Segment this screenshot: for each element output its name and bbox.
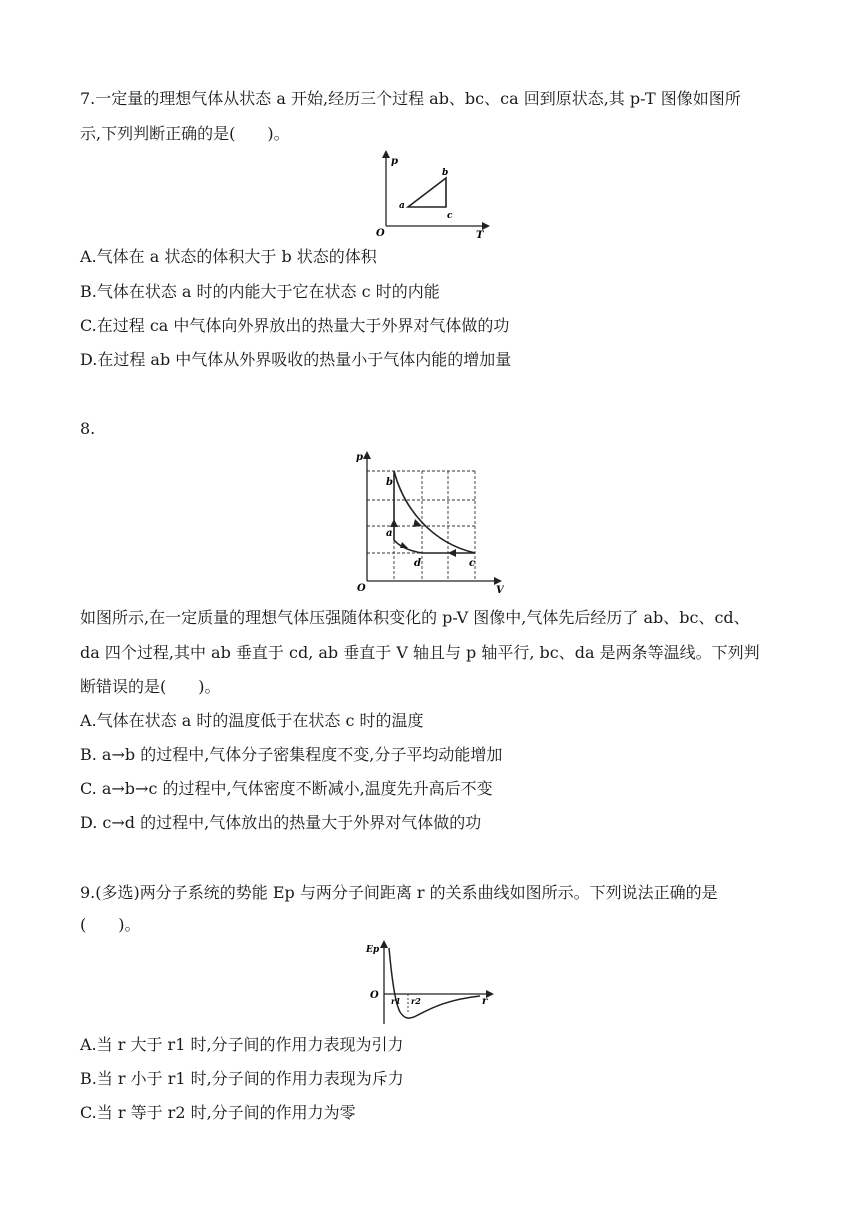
q7-label-O: O: [376, 228, 385, 238]
q9-label-r2: r2: [411, 996, 421, 1006]
q8-ab-arrow: [390, 519, 398, 527]
q9-label-r1: r1: [391, 996, 401, 1006]
q9-stem-line2: ( )。: [80, 915, 141, 934]
q8-option-d: D. c→d 的过程中,气体放出的热量大于外界对气体做的功: [80, 813, 482, 832]
q7-pT-diagram: [372, 150, 490, 238]
q8-label-d: d: [414, 558, 421, 569]
q7-abc-triangle: [408, 178, 446, 207]
q9-option-c: C.当 r 等于 r2 时,分子间的作用力为零: [80, 1103, 356, 1122]
q7-option-b: B.气体在状态 a 时的内能大于它在状态 c 时的内能: [80, 282, 440, 301]
q8-process-bc: [394, 471, 475, 553]
q7-label-c: c: [447, 211, 453, 221]
q7-label-p: p: [391, 156, 398, 167]
q9-Ep-arrow: [380, 940, 388, 948]
q8-V-arrow: [494, 577, 502, 585]
q7-stem-line2: 示,下列判断正确的是( )。: [80, 124, 290, 143]
q9-Ep-curve: [389, 948, 480, 1018]
q8-label-p: p: [356, 452, 363, 463]
q7-label-a: a: [399, 201, 405, 211]
q9-option-b: B.当 r 小于 r1 时,分子间的作用力表现为斥力: [80, 1069, 404, 1088]
q7-p-arrow: [382, 150, 390, 158]
q7-label-b: b: [442, 168, 449, 178]
q8-da-arrow: [400, 542, 408, 548]
q7-label-T: T: [476, 230, 484, 238]
q9-label-Ep: Ep: [366, 945, 380, 955]
q8-option-c: C. a→b→c 的过程中,气体密度不断减小,温度先升高后不变: [80, 779, 493, 798]
q8-pV-diagram: [352, 447, 504, 593]
q8-stem-line2: da 四个过程,其中 ab 垂直于 cd, ab 垂直于 V 轴且与 p 轴平行, bc、da 是两条等温线。下列判: [80, 643, 760, 662]
q8-label-b: b: [386, 477, 393, 488]
q7-option-d: D.在过程 ab 中气体从外界吸收的热量小于气体内能的增加量: [80, 350, 512, 369]
q9-stem-line1: 9.(多选)两分子系统的势能 Ep 与两分子间距离 r 的关系曲线如图所示。下列说法正确的是: [80, 883, 718, 902]
q9-label-r: r: [482, 996, 488, 1007]
q8-cd-arrow: [448, 549, 456, 557]
q7-stem-line1: 7.一定量的理想气体从状态 a 开始,经历三个过程 ab、bc、ca 回到原状态,其 p-T 图像如图所: [80, 89, 741, 108]
q8-label-O: O: [357, 583, 366, 593]
q8-label-a: a: [386, 528, 393, 539]
q8-label-c: c: [469, 558, 476, 569]
q8-stem-line3: 断错误的是( )。: [80, 677, 221, 696]
q8-process-da: [394, 540, 422, 553]
q8-stem-line1: 如图所示,在一定质量的理想气体压强随体积变化的 p-V 图像中,气体先后经历了 ab、bc、cd、: [80, 608, 750, 627]
q9-Ep-r-diagram: [362, 940, 496, 1028]
q8-number: 8.: [80, 419, 96, 438]
q8-p-arrow: [363, 451, 371, 459]
q7-T-arrow: [482, 222, 490, 230]
q7-option-a: A.气体在 a 状态的体积大于 b 状态的体积: [80, 247, 377, 266]
q8-label-V: V: [496, 585, 504, 593]
q8-option-a: A.气体在状态 a 时的温度低于在状态 c 时的温度: [80, 711, 424, 730]
q9-option-a: A.当 r 大于 r1 时,分子间的作用力表现为引力: [80, 1035, 404, 1054]
q9-label-O: O: [370, 990, 379, 1001]
q7-option-c: C.在过程 ca 中气体向外界放出的热量大于外界对气体做的功: [80, 316, 510, 335]
q8-option-b: B. a→b 的过程中,气体分子密集程度不变,分子平均动能增加: [80, 745, 503, 764]
